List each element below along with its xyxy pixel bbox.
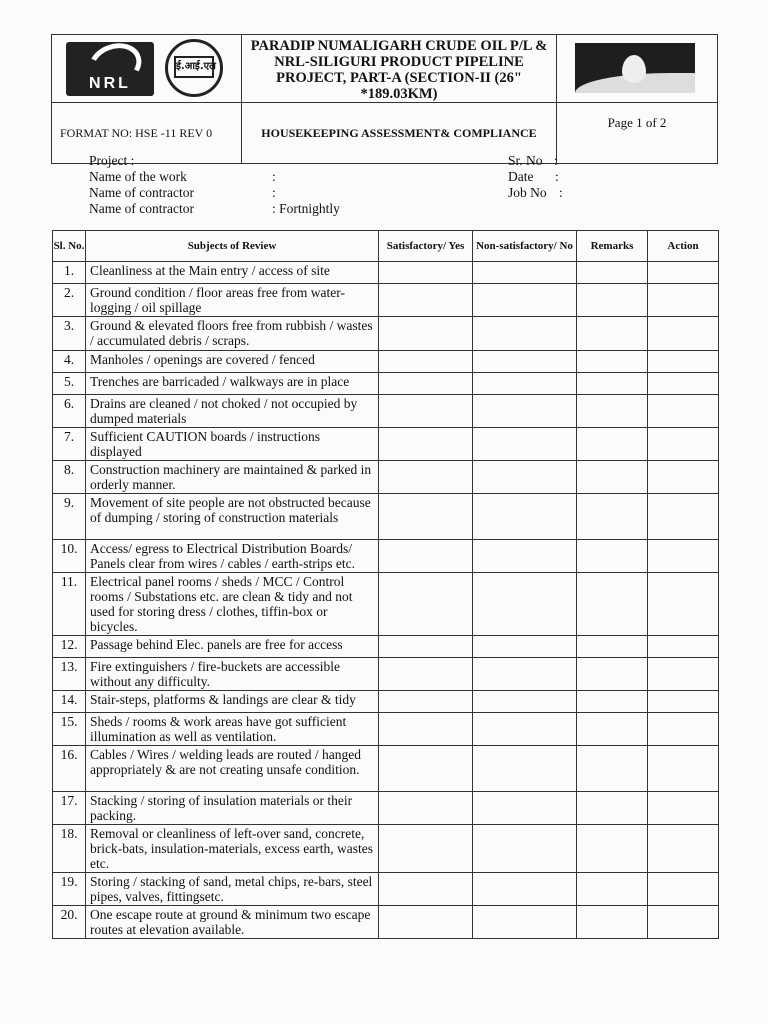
non-satisfactory-cell[interactable] — [473, 573, 577, 636]
subject-cell: Manholes / openings are covered / fenced — [86, 351, 379, 373]
non-satisfactory-cell[interactable] — [473, 873, 577, 906]
non-satisfactory-cell[interactable] — [473, 636, 577, 658]
satisfactory-cell[interactable] — [379, 691, 473, 713]
remarks-cell[interactable] — [577, 906, 648, 939]
non-satisfactory-cell[interactable] — [473, 658, 577, 691]
subject-cell: Sheds / rooms & work areas have got sufficient illumination as well as ventilation. — [86, 713, 379, 746]
info-value: : Fortnightly — [272, 201, 340, 216]
table-row — [53, 317, 719, 351]
non-satisfactory-cell[interactable] — [473, 494, 577, 540]
info-label: Project : — [89, 153, 135, 168]
action-cell[interactable] — [648, 262, 719, 284]
form-title: HOUSEKEEPING ASSESSMENT& COMPLIANCE — [242, 103, 557, 164]
subject-cell: Trenches are barricaded / walkways are in place — [86, 373, 379, 395]
action-cell[interactable] — [648, 494, 719, 540]
subject-cell: Fire extinguishers / fire-buckets are accessible without any difficulty. — [86, 658, 379, 691]
table-row — [53, 792, 719, 825]
table-row — [53, 825, 719, 873]
action-cell[interactable] — [648, 428, 719, 461]
table-row — [53, 395, 719, 428]
table-row — [53, 351, 719, 373]
remarks-cell[interactable] — [577, 494, 648, 540]
nrl-logo-text: NRL — [89, 75, 131, 92]
table-row — [53, 262, 719, 284]
subject-cell: One escape route at ground & minimum two escape routes at elevation available. — [86, 906, 379, 939]
remarks-cell[interactable] — [577, 540, 648, 573]
satisfactory-cell[interactable] — [379, 906, 473, 939]
non-satisfactory-cell[interactable] — [473, 540, 577, 573]
remarks-cell[interactable] — [577, 573, 648, 636]
satisfactory-cell[interactable] — [379, 284, 473, 317]
non-satisfactory-cell[interactable] — [473, 792, 577, 825]
satisfactory-cell[interactable] — [379, 262, 473, 284]
sl-number-cell: 10. — [53, 540, 86, 573]
sl-number-cell: 12. — [53, 636, 86, 658]
sl-number-cell: 18. — [53, 825, 86, 873]
subject-cell: Movement of site people are not obstructed because of dumping / storing of construction materials — [86, 494, 379, 540]
subject-cell: Construction machinery are maintained & parked in orderly manner. — [86, 461, 379, 494]
sl-number-cell: 3. — [53, 317, 86, 351]
non-satisfactory-cell[interactable] — [473, 461, 577, 494]
remarks-cell[interactable] — [577, 746, 648, 792]
satisfactory-cell[interactable] — [379, 713, 473, 746]
non-satisfactory-cell[interactable] — [473, 428, 577, 461]
subject-cell: Removal or cleanliness of left-over sand, concrete, brick-bats, insulation-materials, excess earth, wastes etc. — [86, 825, 379, 873]
sl-number-cell: 7. — [53, 428, 86, 461]
action-cell[interactable] — [648, 351, 719, 373]
logo-cell — [52, 35, 242, 103]
action-cell[interactable] — [648, 658, 719, 691]
action-cell[interactable] — [648, 284, 719, 317]
drop-logo-icon — [575, 43, 695, 93]
satisfactory-cell[interactable] — [379, 428, 473, 461]
sl-number-cell: 2. — [53, 284, 86, 317]
table-row — [53, 746, 719, 792]
sl-number-cell: 1. — [53, 262, 86, 284]
action-cell[interactable] — [648, 825, 719, 873]
drop-logo-cell — [557, 35, 718, 103]
remarks-cell[interactable] — [577, 792, 648, 825]
non-satisfactory-cell[interactable] — [473, 746, 577, 792]
table-row — [53, 428, 719, 461]
sl-number-cell: 6. — [53, 395, 86, 428]
action-cell[interactable] — [648, 906, 719, 939]
sl-number-cell: 5. — [53, 373, 86, 395]
info-label: Name of contractor — [89, 201, 194, 216]
remarks-cell[interactable] — [577, 461, 648, 494]
table-row — [53, 691, 719, 713]
non-satisfactory-cell[interactable] — [473, 373, 577, 395]
remarks-cell[interactable] — [577, 373, 648, 395]
non-satisfactory-cell[interactable] — [473, 262, 577, 284]
info-value: : — [559, 185, 563, 200]
table-row — [53, 373, 719, 395]
action-cell[interactable] — [648, 713, 719, 746]
satisfactory-cell[interactable] — [379, 373, 473, 395]
non-satisfactory-cell[interactable] — [473, 351, 577, 373]
satisfactory-cell[interactable] — [379, 825, 473, 873]
action-cell[interactable] — [648, 746, 719, 792]
remarks-cell[interactable] — [577, 873, 648, 906]
action-cell[interactable] — [648, 691, 719, 713]
action-cell[interactable] — [648, 540, 719, 573]
info-value: : — [555, 169, 559, 184]
col-header-non-satisfactory: Non-satisfactory/ No — [473, 231, 577, 262]
table-header-row — [53, 231, 719, 262]
document-title: PARADIP NUMALIGARH CRUDE OIL P/L & NRL-SILIGURI PRODUCT PIPELINE PROJECT, PART-A (SECTION-II (26" *189.03KM) — [242, 35, 557, 103]
sl-number-cell: 8. — [53, 461, 86, 494]
non-satisfactory-cell[interactable] — [473, 713, 577, 746]
satisfactory-cell[interactable] — [379, 494, 473, 540]
subject-cell: Storing / stacking of sand, metal chips, re-bars, steel pipes, valves, fittingsetc. — [86, 873, 379, 906]
subject-cell: Ground & elevated floors free from rubbish / wastes / accumulated debris / scraps. — [86, 317, 379, 351]
remarks-cell[interactable] — [577, 825, 648, 873]
table-row — [53, 658, 719, 691]
satisfactory-cell[interactable] — [379, 792, 473, 825]
remarks-cell[interactable] — [577, 636, 648, 658]
remarks-cell[interactable] — [577, 428, 648, 461]
table-row — [53, 461, 719, 494]
info-label: Sr. No — [508, 153, 543, 168]
action-cell[interactable] — [648, 373, 719, 395]
sl-number-cell: 13. — [53, 658, 86, 691]
table-row — [53, 540, 719, 573]
table-row — [53, 573, 719, 636]
sl-number-cell: 16. — [53, 746, 86, 792]
action-cell[interactable] — [648, 873, 719, 906]
col-header-satisfactory: Satisfactory/ Yes — [379, 231, 473, 262]
sl-number-cell: 15. — [53, 713, 86, 746]
page-number: Page 1 of 2 — [557, 103, 718, 164]
sl-number-cell: 17. — [53, 792, 86, 825]
remarks-cell[interactable] — [577, 351, 648, 373]
info-label: Job No — [508, 185, 547, 200]
col-header-sl: Sl. No. — [53, 231, 86, 262]
sl-number-cell: 14. — [53, 691, 86, 713]
eil-seal-text: ई.आई.एल — [174, 56, 214, 78]
action-cell[interactable] — [648, 461, 719, 494]
info-label: Name of contractor — [89, 185, 194, 200]
col-header-remarks: Remarks — [577, 231, 648, 262]
satisfactory-cell[interactable] — [379, 395, 473, 428]
non-satisfactory-cell[interactable] — [473, 906, 577, 939]
table-row — [53, 636, 719, 658]
subject-cell: Electrical panel rooms / sheds / MCC / Control rooms / Substations etc. are clean & tidy and not used for storing dress / clothes, tiffin-box or bicycles. — [86, 573, 379, 636]
subject-cell: Ground condition / floor areas free from water-logging / oil spillage — [86, 284, 379, 317]
remarks-cell[interactable] — [577, 317, 648, 351]
satisfactory-cell[interactable] — [379, 658, 473, 691]
nrl-logo — [66, 42, 154, 96]
sl-number-cell: 19. — [53, 873, 86, 906]
satisfactory-cell[interactable] — [379, 461, 473, 494]
remarks-cell[interactable] — [577, 395, 648, 428]
format-number: FORMAT NO: HSE -11 REV 0 — [52, 103, 242, 164]
subject-cell: Stair-steps, platforms & landings are clear & tidy — [86, 691, 379, 713]
info-label: Name of the work — [89, 169, 187, 184]
satisfactory-cell[interactable] — [379, 317, 473, 351]
satisfactory-cell[interactable] — [379, 873, 473, 906]
action-cell[interactable] — [648, 395, 719, 428]
action-cell[interactable] — [648, 573, 719, 636]
col-header-subject: Subjects of Review — [86, 231, 379, 262]
remarks-cell[interactable] — [577, 713, 648, 746]
table-row — [53, 284, 719, 317]
non-satisfactory-cell[interactable] — [473, 284, 577, 317]
remarks-cell[interactable] — [577, 284, 648, 317]
satisfactory-cell[interactable] — [379, 746, 473, 792]
info-value: : — [272, 185, 276, 200]
remarks-cell[interactable] — [577, 691, 648, 713]
action-cell[interactable] — [648, 317, 719, 351]
sl-number-cell: 20. — [53, 906, 86, 939]
table-row — [53, 906, 719, 939]
subject-cell: Stacking / storing of insulation materials or their packing. — [86, 792, 379, 825]
non-satisfactory-cell[interactable] — [473, 691, 577, 713]
subject-cell: Sufficient CAUTION boards / instructions displayed — [86, 428, 379, 461]
subject-cell: Passage behind Elec. panels are free for access — [86, 636, 379, 658]
satisfactory-cell[interactable] — [379, 540, 473, 573]
subject-cell: Access/ egress to Electrical Distribution Boards/ Panels clear from wires / cables / earth-strips etc. — [86, 540, 379, 573]
remarks-cell[interactable] — [577, 658, 648, 691]
remarks-cell[interactable] — [577, 262, 648, 284]
table-row — [53, 713, 719, 746]
sl-number-cell: 9. — [53, 494, 86, 540]
header-table — [51, 34, 718, 164]
subject-cell: Cleanliness at the Main entry / access of site — [86, 262, 379, 284]
satisfactory-cell[interactable] — [379, 351, 473, 373]
subject-cell: Drains are cleaned / not choked / not occupied by dumped materials — [86, 395, 379, 428]
info-value: : — [272, 169, 276, 184]
sl-number-cell: 4. — [53, 351, 86, 373]
info-label: Date — [508, 169, 534, 184]
subject-cell: Cables / Wires / welding leads are routed / hanged appropriately & are not creating unsafe condition. — [86, 746, 379, 792]
satisfactory-cell[interactable] — [379, 636, 473, 658]
col-header-action: Action — [648, 231, 719, 262]
non-satisfactory-cell[interactable] — [473, 825, 577, 873]
sl-number-cell: 11. — [53, 573, 86, 636]
table-row — [53, 873, 719, 906]
satisfactory-cell[interactable] — [379, 573, 473, 636]
action-cell[interactable] — [648, 792, 719, 825]
eil-seal-icon — [165, 39, 223, 97]
info-value: : — [554, 153, 558, 168]
table-row — [53, 494, 719, 540]
action-cell[interactable] — [648, 636, 719, 658]
non-satisfactory-cell[interactable] — [473, 395, 577, 428]
review-table — [52, 230, 719, 939]
non-satisfactory-cell[interactable] — [473, 317, 577, 351]
